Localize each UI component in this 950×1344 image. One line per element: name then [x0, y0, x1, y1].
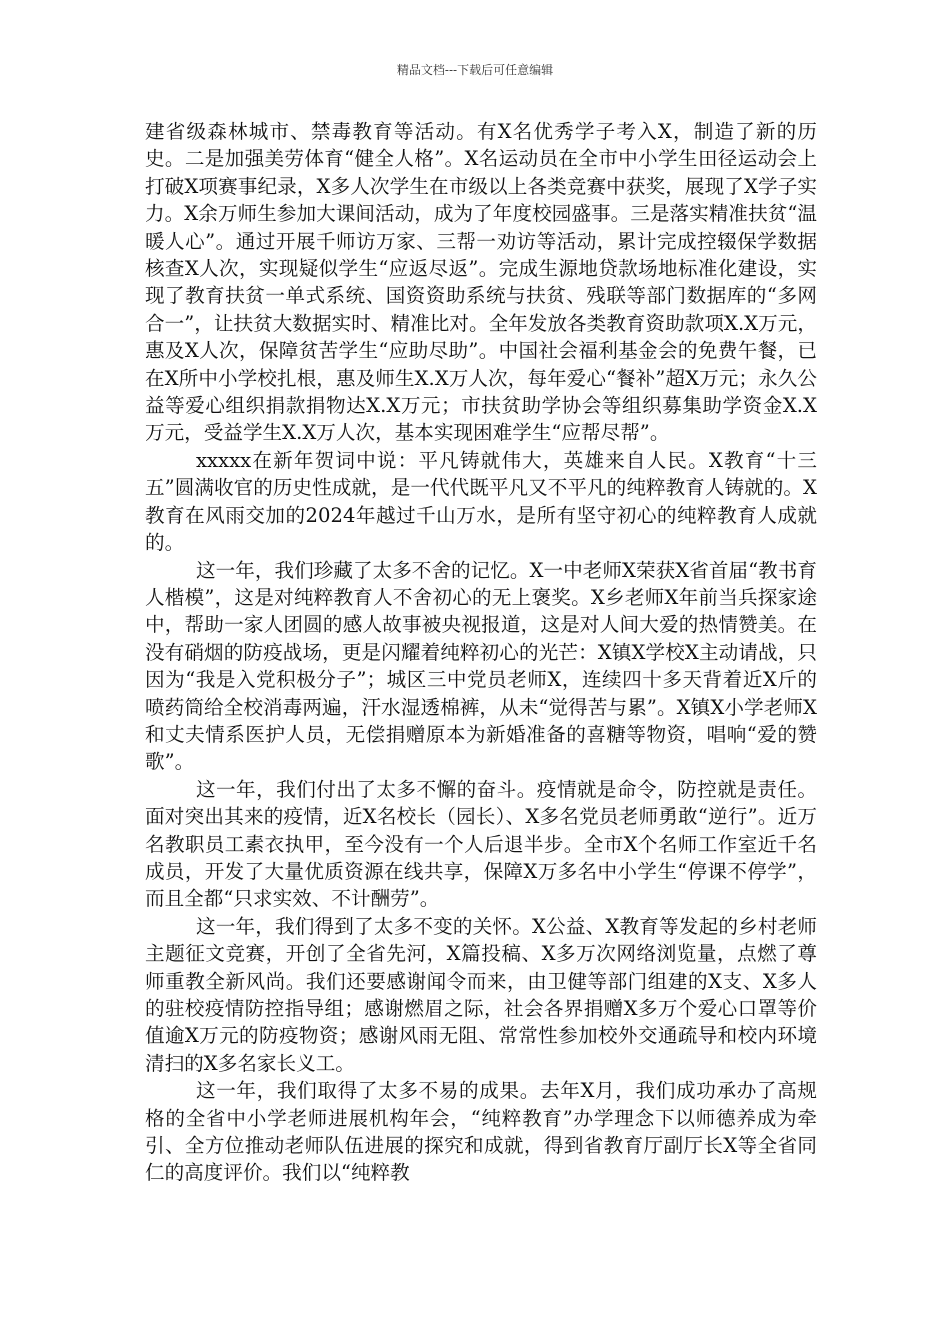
paragraph-6: 这一年，我们取得了太多不易的成果。去年X月，我们成功承办了高规格的全省中小学老师进展机构年会，“纯粹教育”办学理念下以师德养成为牵引、全方位推动老师队伍进展的探究和成就，得到省教育厅副厅长X等全省同仁的高度评价。我们以“纯粹教 [145, 1079, 817, 1185]
paragraph-3: 这一年，我们珍藏了太多不舍的记忆。X一中老师X荣获X省首届“教书育人楷模”，这是对纯粹教育人不舍初心的无上褒奖。X乡老师X年前当兵探家途中，帮助一家人团圆的感人故事被央视报道，这是对人间大爱的热情赞美。在没有硝烟的防疫战场，更是闪耀着纯粹初心的光芒：X镇X学校X主动请战，只因为“我是入党积极分子”；城区三中党员老师X，连续四十多天背着近X斤的喷药筒给全校消毒两遍，汗水湿透棉裤，从未“觉得苦与累”。X镇X小学老师X和丈夫情系医护人员，无偿捐赠原本为新婚准备的喜糖等物资，唱响“爱的赞歌”。 [145, 558, 817, 774]
paragraph-4: 这一年，我们付出了太多不懈的奋斗。疫情就是命令，防控就是责任。面对突出其来的疫情，近X名校长（园长）、X多名党员老师勇敢“逆行”。近万名教职员工素衣执甲，至今没有一个人后退半步。全市X个名师工作室近千名成员，开发了大量优质资源在线共享，保障X万多名中小学生“停课不停学”，而且全都“只求实效、不计酬劳”。 [145, 777, 817, 911]
paragraph-2: xxxxx在新年贺词中说：平凡铸就伟大，英雄来自人民。X教育“十三五”圆满收官的历史性成就，是一代代既平凡又不平凡的纯粹教育人铸就的。X教育在风雨交加的2024年越过千山万水，是所有坚守初心的纯粹教育人成就的。 [145, 448, 817, 555]
document-body [145, 118, 817, 1187]
page-header: 精品文档---下载后可任意编辑 [396, 63, 554, 77]
paragraph-1: 建省级森林城市、禁毒教育等活动。有X名优秀学子考入X，制造了新的历史。二是加强美劳体育“健全人格”。X名运动员在全市中小学生田径运动会上打破X项赛事纪录，X多人次学生在市级以上各类竞赛中获奖，展现了X学子实力。X余万师生参加大课间活动，成为了年度校园盛事。三是落实精准扶贫“温暖人心”。通过开展千师访万家、三帮一劝访等活动，累计完成控辍保学数据核查X人次，实现疑似学生“应返尽返”。完成生源地贷款场地标准化建设，实现了教育扶贫一单式系统、国资资助系统与扶贫、残联等部门数据库的“多网合一”，让扶贫大数据实时、精准比对。全年发放各类教育资助款项X.X万元，惠及X人次，保障贫苦学生“应助尽助”。中国社会福利基金会的免费午餐，已在X所中小学校扎根，惠及师生X.X万人次，每年爱心“餐补”超X万元；永久公益等爱心组织捐款捐物达X.X万元；市扶贫助学协会等组织募集助学资金X.X万元，受益学生X.X万人次，基本实现困难学生“应帮尽帮”。 [145, 120, 817, 445]
paragraph-5: 这一年，我们得到了太多不变的关怀。X公益、X教育等发起的乡村老师主题征文竞赛，开创了全省先河，X篇投稿、X多万次网络浏览量，点燃了尊师重教全新风尚。我们还要感谢闻令而来，由卫健等部门组建的X支、X多人的驻校疫情防控指导组；感谢燃眉之际，社会各界捐赠X多万个爱心口罩等价值逾X万元的防疫物资；感谢风雨无阻、常常性参加校外交通疏导和校内环境清扫的X多名家长义工。 [145, 914, 817, 1075]
